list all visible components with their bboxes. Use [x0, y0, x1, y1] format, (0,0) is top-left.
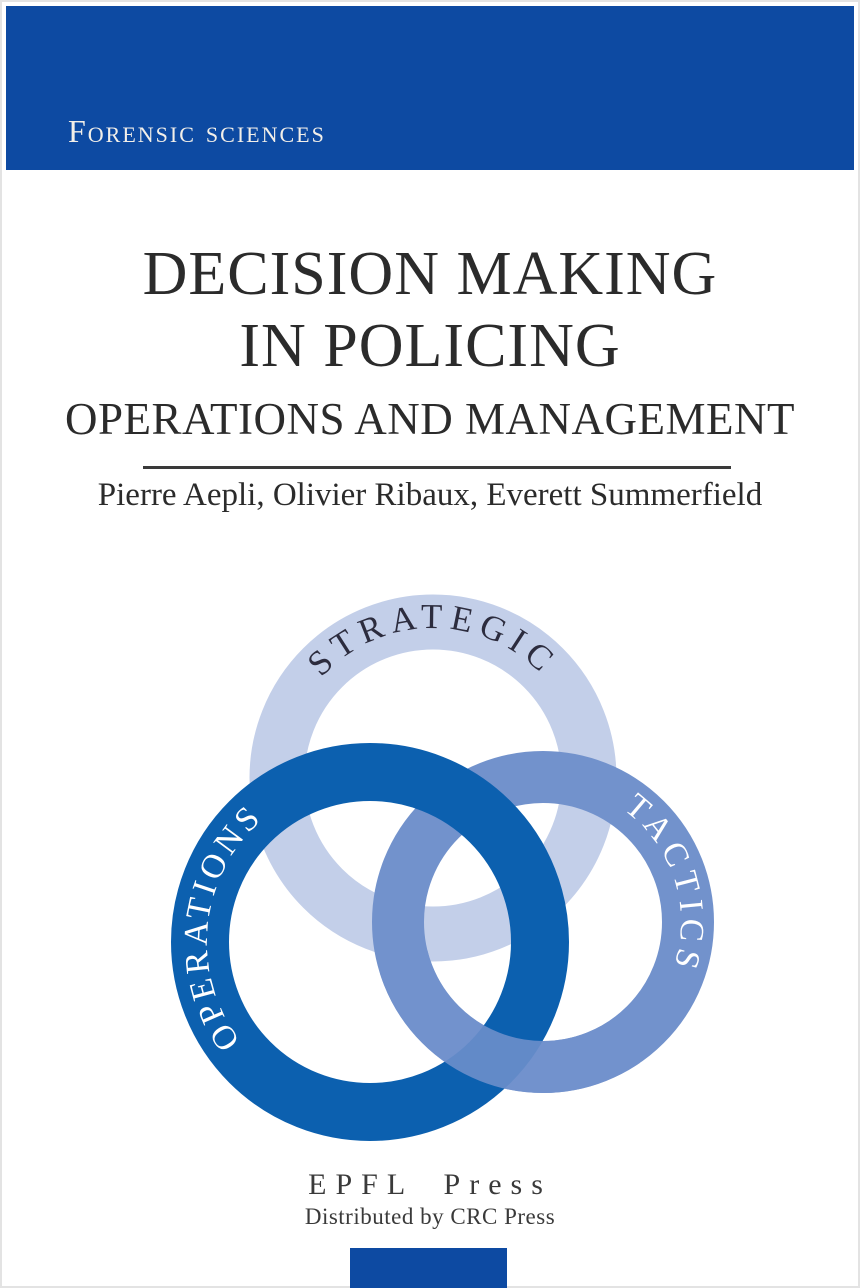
- tactics-label: TACTICS: [617, 786, 711, 979]
- publisher-distribution: Distributed by CRC Press: [304, 1204, 556, 1229]
- series-title: Forensic sciences: [68, 113, 326, 149]
- book-title-line2: IN POLICING: [239, 312, 621, 380]
- publisher-name: EPFL Press: [308, 1168, 552, 1201]
- authors-line: Pierre Aepli, Olivier Ribaux, Everett Summerfield: [97, 477, 763, 513]
- operations-label: OPERATIONS: [177, 796, 270, 1058]
- strategic-label: STRATEGIC: [299, 596, 567, 684]
- book-title-line1: DECISION MAKING: [142, 240, 718, 308]
- book-subtitle: OPERATIONS AND MANAGEMENT: [64, 394, 796, 444]
- bottom-spine-bar: [350, 1248, 507, 1288]
